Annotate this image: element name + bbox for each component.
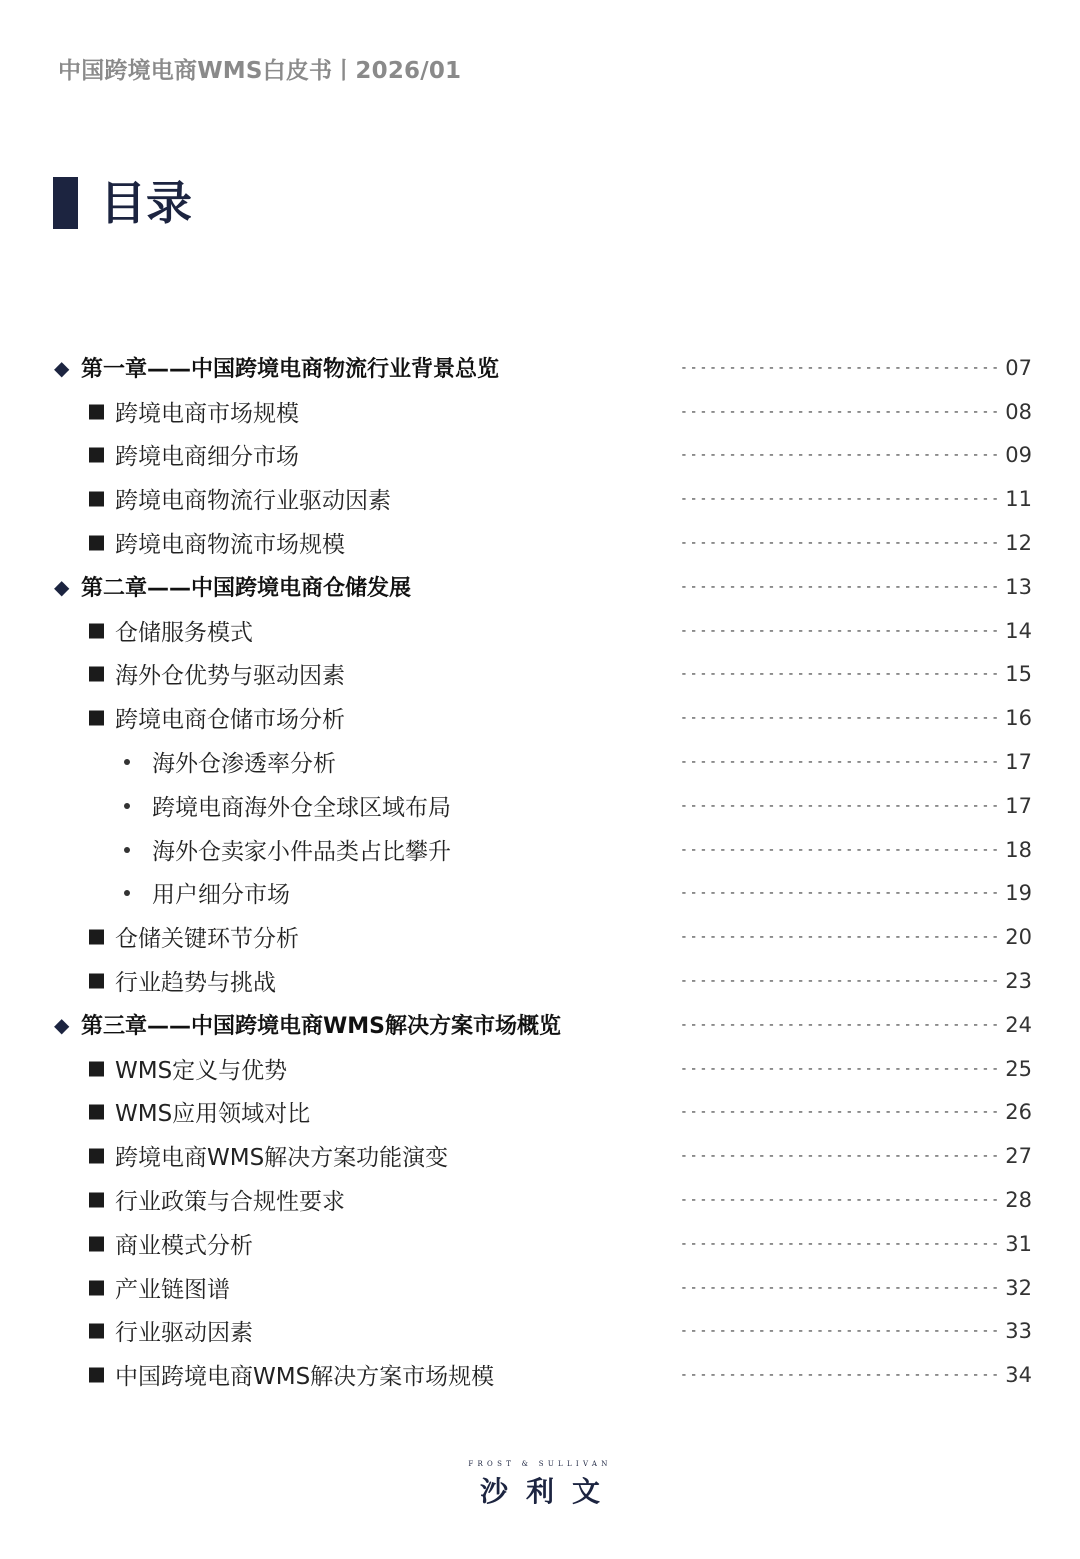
square-bullet-icon [89, 1280, 104, 1295]
toc-page-number: 12 [1005, 531, 1032, 556]
toc-leader-dashes: --------------------------------- [680, 491, 1001, 507]
toc-leader-dashes: --------------------------------- [680, 1061, 1001, 1077]
toc-entry-label: 第二章——中国跨境电商仓储发展 [81, 575, 412, 601]
square-bullet-icon [89, 492, 104, 507]
square-bullet-icon [89, 1105, 104, 1120]
toc-leader-dashes: --------------------------------- [680, 710, 1001, 726]
square-bullet-icon [89, 536, 104, 551]
toc-entry-label: 跨境电商物流市场规模 [115, 531, 345, 558]
toc-entry-label: 跨境电商物流行业驱动因素 [115, 488, 391, 515]
toc-entry-label: 用户细分市场 [152, 882, 290, 909]
table-of-contents [0, 346, 1080, 1397]
toc-section-entry[interactable] [0, 1134, 1080, 1178]
toc-entry-label: 行业驱动因素 [115, 1320, 253, 1347]
toc-leader-dashes: --------------------------------- [680, 360, 1001, 376]
toc-page-number: 15 [1005, 662, 1032, 687]
toc-leader-dashes: --------------------------------- [680, 973, 1001, 989]
square-bullet-icon [89, 667, 104, 682]
square-bullet-icon [89, 623, 104, 638]
square-bullet-icon [89, 404, 104, 419]
toc-leader-dashes: --------------------------------- [680, 535, 1001, 551]
diamond-bullet-icon: ◆ [54, 355, 70, 380]
toc-title-block [53, 176, 192, 230]
toc-entry-label: WMS应用领域对比 [115, 1101, 311, 1128]
toc-page-number: 27 [1005, 1144, 1032, 1169]
toc-leader-dashes: --------------------------------- [680, 579, 1001, 595]
toc-page-number: 26 [1005, 1100, 1032, 1125]
toc-entry-label: 行业趋势与挑战 [115, 969, 276, 996]
toc-entry-label: 行业政策与合规性要求 [115, 1188, 345, 1215]
toc-leader-dashes: --------------------------------- [680, 885, 1001, 901]
dot-bullet-icon [124, 759, 130, 765]
toc-chapter-entry[interactable] [0, 565, 1080, 609]
toc-page-number: 18 [1005, 837, 1032, 862]
toc-section-entry[interactable] [0, 1091, 1080, 1135]
frost-sullivan-logo [0, 1460, 1080, 1510]
toc-entry-label: 跨境电商海外仓全球区域布局 [152, 794, 451, 821]
toc-leader-dashes: --------------------------------- [680, 929, 1001, 945]
toc-page-number: 32 [1005, 1275, 1032, 1300]
toc-subsection-entry[interactable] [0, 872, 1080, 916]
toc-leader-dashes: --------------------------------- [680, 623, 1001, 639]
toc-leader-dashes: --------------------------------- [680, 1323, 1001, 1339]
toc-section-entry[interactable] [0, 521, 1080, 565]
toc-page-number: 16 [1005, 706, 1032, 731]
toc-section-entry[interactable] [0, 1266, 1080, 1310]
toc-section-entry[interactable] [0, 1178, 1080, 1222]
toc-entry-label: 第一章——中国跨境电商物流行业背景总览 [81, 356, 500, 382]
square-bullet-icon [89, 1368, 104, 1383]
toc-chapter-entry[interactable] [0, 346, 1080, 390]
toc-section-entry[interactable] [0, 696, 1080, 740]
toc-entry-label: 跨境电商细分市场 [115, 444, 299, 471]
toc-leader-dashes: --------------------------------- [680, 404, 1001, 420]
logo-english-text: FROST & SULLIVAN [468, 1460, 612, 1468]
toc-entry-label: 仓储服务模式 [115, 619, 253, 646]
toc-section-entry[interactable] [0, 1353, 1080, 1397]
toc-section-entry[interactable] [0, 390, 1080, 434]
square-bullet-icon [89, 1061, 104, 1076]
toc-section-entry[interactable] [0, 1310, 1080, 1354]
toc-leader-dashes: --------------------------------- [680, 798, 1001, 814]
toc-page-number: 11 [1005, 487, 1032, 512]
toc-page-number: 33 [1005, 1319, 1032, 1344]
toc-entry-label: 海外仓优势与驱动因素 [115, 663, 345, 690]
square-bullet-icon [89, 1149, 104, 1164]
toc-page-number: 08 [1005, 399, 1032, 424]
toc-leader-dashes: --------------------------------- [680, 666, 1001, 682]
dot-bullet-icon [124, 847, 130, 853]
toc-section-entry[interactable] [0, 434, 1080, 478]
toc-entry-label: 跨境电商市场规模 [115, 400, 299, 427]
toc-entry-label: 仓储关键环节分析 [115, 926, 299, 953]
logo-chinese-text: 沙利文 [479, 1475, 618, 1508]
document-header: 中国跨境电商WMS白皮书丨2026/01 [58, 58, 462, 84]
toc-leader-dashes: --------------------------------- [680, 447, 1001, 463]
toc-subsection-entry[interactable] [0, 828, 1080, 872]
toc-page-number: 20 [1005, 925, 1032, 950]
toc-entry-label: 产业链图谱 [115, 1276, 230, 1303]
toc-page-number: 19 [1005, 881, 1032, 906]
page-title: 目录 [100, 176, 192, 230]
toc-leader-dashes: --------------------------------- [680, 1236, 1001, 1252]
toc-page-number: 34 [1005, 1363, 1032, 1388]
toc-section-entry[interactable] [0, 1222, 1080, 1266]
square-bullet-icon [89, 1236, 104, 1251]
toc-section-entry[interactable] [0, 1047, 1080, 1091]
toc-leader-dashes: --------------------------------- [680, 1104, 1001, 1120]
dot-bullet-icon [124, 890, 130, 896]
toc-entry-label: WMS定义与优势 [115, 1057, 288, 1084]
toc-page-number: 24 [1005, 1012, 1032, 1037]
square-bullet-icon [89, 1193, 104, 1208]
square-bullet-icon [89, 1324, 104, 1339]
square-bullet-icon [89, 974, 104, 989]
toc-page-number: 25 [1005, 1056, 1032, 1081]
toc-entry-label: 商业模式分析 [115, 1232, 253, 1259]
toc-page-number: 31 [1005, 1231, 1032, 1256]
toc-leader-dashes: --------------------------------- [680, 1192, 1001, 1208]
toc-entry-label: 第三章——中国跨境电商WMS解决方案市场概览 [81, 1013, 562, 1039]
toc-section-entry[interactable] [0, 477, 1080, 521]
title-accent-bar [53, 177, 78, 229]
toc-page-number: 17 [1005, 750, 1032, 775]
toc-section-entry[interactable] [0, 609, 1080, 653]
toc-page-number: 13 [1005, 574, 1032, 599]
toc-leader-dashes: --------------------------------- [680, 1017, 1001, 1033]
toc-leader-dashes: --------------------------------- [680, 754, 1001, 770]
square-bullet-icon [89, 711, 104, 726]
toc-leader-dashes: --------------------------------- [680, 1367, 1001, 1383]
toc-page-number: 28 [1005, 1188, 1032, 1213]
toc-leader-dashes: --------------------------------- [680, 1280, 1001, 1296]
dot-bullet-icon [124, 803, 130, 809]
toc-section-entry[interactable] [0, 959, 1080, 1003]
toc-subsection-entry[interactable] [0, 784, 1080, 828]
toc-entry-label: 跨境电商WMS解决方案功能演变 [115, 1145, 449, 1172]
toc-page-number: 07 [1005, 355, 1032, 380]
toc-page-number: 09 [1005, 443, 1032, 468]
toc-leader-dashes: --------------------------------- [680, 842, 1001, 858]
toc-subsection-entry[interactable] [0, 740, 1080, 784]
toc-entry-label: 海外仓卖家小件品类占比攀升 [152, 838, 451, 865]
square-bullet-icon [89, 448, 104, 463]
diamond-bullet-icon: ◆ [54, 574, 70, 599]
toc-page-number: 14 [1005, 618, 1032, 643]
toc-entry-label: 跨境电商仓储市场分析 [115, 707, 345, 734]
diamond-bullet-icon: ◆ [54, 1012, 70, 1037]
toc-leader-dashes: --------------------------------- [680, 1148, 1001, 1164]
square-bullet-icon [89, 930, 104, 945]
toc-entry-label: 中国跨境电商WMS解决方案市场规模 [115, 1364, 495, 1391]
toc-section-entry[interactable] [0, 653, 1080, 697]
toc-section-entry[interactable] [0, 915, 1080, 959]
toc-entry-label: 海外仓渗透率分析 [152, 750, 336, 777]
toc-chapter-entry[interactable] [0, 1003, 1080, 1047]
toc-page-number: 23 [1005, 969, 1032, 994]
toc-page-number: 17 [1005, 793, 1032, 818]
